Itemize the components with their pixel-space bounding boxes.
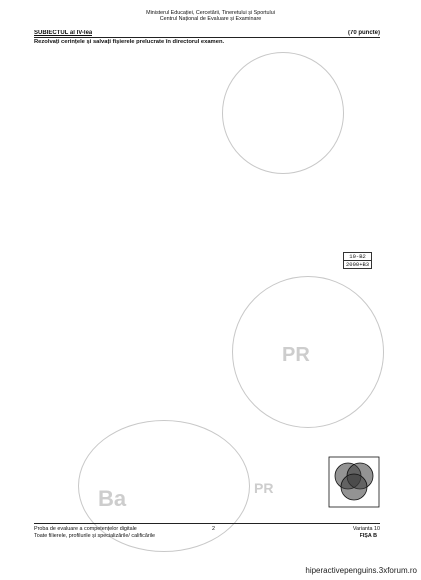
footer-sheet: FIȘA B (359, 533, 377, 539)
expression-table (343, 252, 372, 269)
section-title: SUBIECTUL al IV-lea (34, 30, 93, 36)
ministry-header: Ministerul Educației, Cercetării, Tineretului și Sportului (146, 10, 275, 16)
footer-filiere: Toate filierele, profilurile și specializările/ calificările (34, 533, 156, 539)
footer-page-number: 2 (212, 526, 215, 532)
expression-cell-2: 2000+B3 (344, 261, 372, 269)
watermark-stamp-top (222, 52, 344, 174)
venn-figure (328, 456, 380, 508)
footer-rule (34, 523, 380, 524)
section-rule (34, 37, 380, 38)
section-intro: Rezolvați cerințele și salvați fișierele prelucrate în directorul examen. (34, 39, 225, 45)
center-header: Centrul Național de Evaluare și Examinare (159, 16, 262, 22)
expression-cell-1: 10-B2 (344, 253, 372, 261)
section-points: (70 puncte) (347, 30, 380, 36)
watermark-text: Ba (98, 486, 127, 511)
footer-exam-name: Proba de evaluare a competențelor digitale (34, 526, 137, 532)
forum-credit: hiperactivepenguins.3xforum.ro (305, 566, 417, 575)
watermark-text-3: PR (254, 480, 274, 496)
venn-circle-c (341, 474, 367, 500)
watermark-text-2: PR (282, 344, 310, 366)
footer-variant: Varianta 10 (352, 526, 380, 532)
